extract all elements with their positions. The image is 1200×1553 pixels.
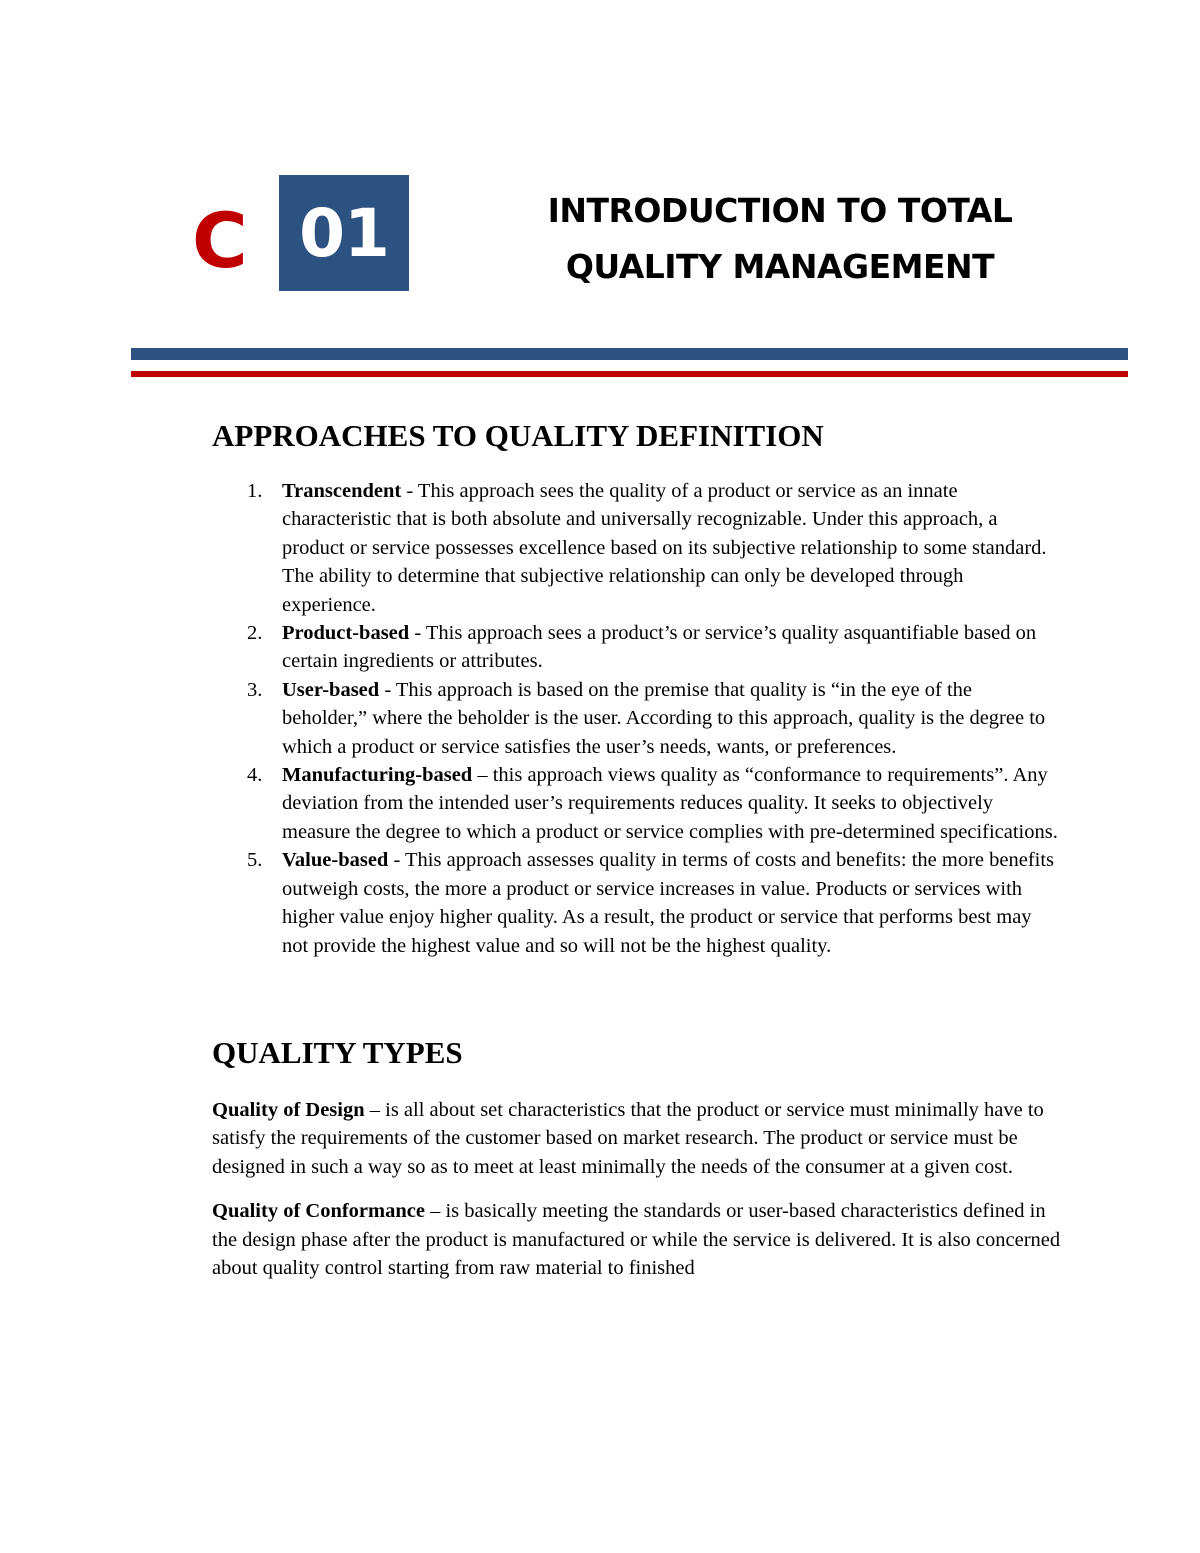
- chapter-letter: C: [192, 196, 248, 285]
- document-body: [212, 415, 1062, 1298]
- list-item-term: Product-based: [282, 622, 410, 645]
- list-item-number: 4.: [247, 764, 263, 787]
- list-item-term: Manufacturing-based: [282, 764, 473, 787]
- list-item-text: - This approach assesses quality in terms of costs and benefits: the more benefits outweigh costs, the more a product or service increases in value. Products or services with higher value enjoy higher quality. As a result, the product or service that performs best may not provide the highest value and so will not be the highest quality.: [282, 849, 1055, 957]
- list-item-text: – this approach views quality as “conformance to requirements”. Any deviation from the intended user’s requirements reduces quality. It seeks to objectively measure the degree to which a product or service complies with pre-determined specifications.: [282, 764, 1058, 843]
- list-item-text: - This approach sees a product’s or service’s quality asquantifiable based on certain ingredients or attributes.: [282, 622, 1037, 673]
- chapter-title: [520, 183, 1040, 295]
- approaches-list: [212, 477, 1062, 960]
- quality-of-conformance-paragraph: [212, 1197, 1062, 1282]
- paragraph-term: Quality of Conformance: [212, 1200, 425, 1223]
- list-item: [212, 846, 1062, 960]
- paragraph-text: – is basically meeting the standards or user-based characteristics defined in the design phase after the product is manufactured or while the service is delivered. It is also concerned about quality control starting from raw material to finished: [212, 1200, 1061, 1279]
- header-divider-blue: [131, 348, 1128, 360]
- list-item-number: 5.: [247, 849, 263, 872]
- chapter-number-badge: 01: [279, 175, 409, 291]
- list-item-number: 2.: [247, 622, 263, 645]
- list-item-number: 1.: [247, 480, 263, 502]
- list-item-term: User-based: [282, 678, 380, 701]
- chapter-title-line-2: QUALITY MANAGEMENT: [565, 247, 995, 286]
- list-item: [212, 761, 1062, 846]
- header-divider-red: [131, 371, 1128, 377]
- paragraph-term: Quality of Design: [212, 1098, 365, 1121]
- list-item: [212, 676, 1062, 761]
- paragraph-text: – is all about set characteristics that the product or service must minimally have to satisfy the requirements of the customer based on market research. The product or service must be designed in such a way so as to meet at least minimally the needs of the consumer at a given cost.: [212, 1098, 1044, 1178]
- list-item-number: 3.: [247, 678, 263, 701]
- list-item-term: Value-based: [282, 849, 389, 872]
- approaches-heading: APPROACHES TO QUALITY DEFINITION: [212, 418, 824, 453]
- list-item: [212, 477, 1062, 619]
- list-item: [212, 619, 1062, 676]
- chapter-title-line-1: INTRODUCTION TO TOTAL: [547, 191, 1013, 230]
- quality-of-design-paragraph: [212, 1096, 1062, 1181]
- list-item-text: - This approach sees the quality of a product or service as an innate characteristic that is both absolute and universally recognizable. Under this approach, a product or service possesses excellence based on its subjective relationship to some standard. The ability to determine that subjective relationship can only be developed through experience.: [282, 480, 1047, 616]
- list-item-term: Transcendent: [282, 480, 402, 502]
- list-item-text: - This approach is based on the premise that quality is “in the eye of the beholder,” where the beholder is the user. According to this approach, quality is the degree to which a product or service satisfies the user’s needs, wants, or preferences.: [282, 678, 1046, 758]
- quality-types-heading: QUALITY TYPES: [212, 1034, 463, 1070]
